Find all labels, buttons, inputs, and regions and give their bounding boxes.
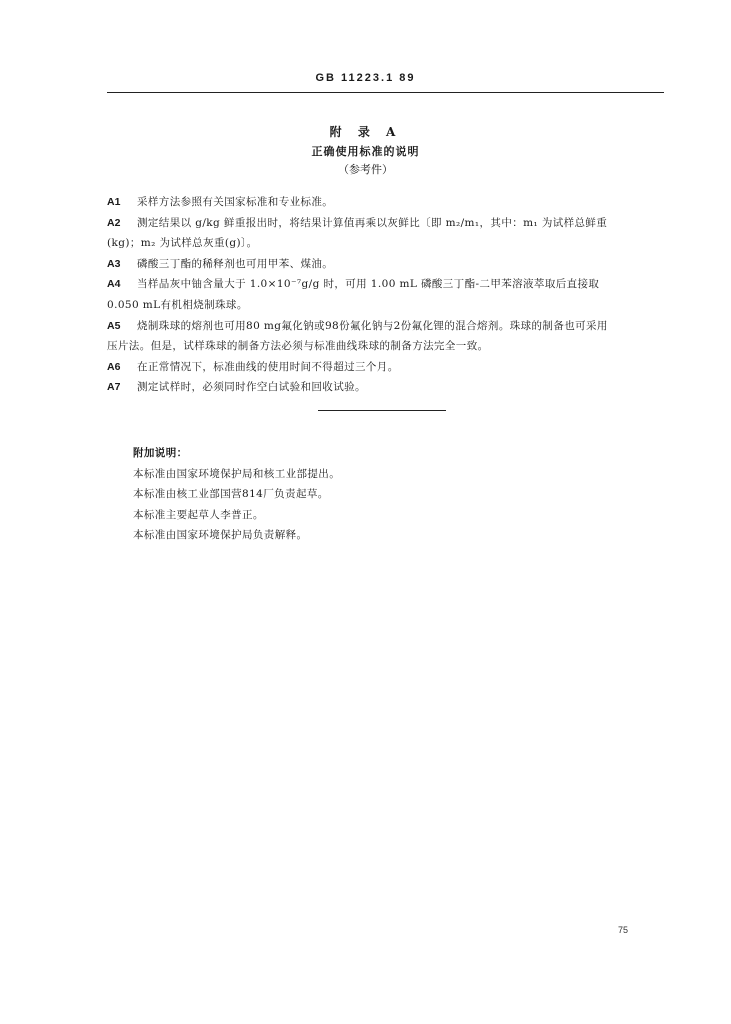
item-text: 测定试样时，必须同时作空白试验和回收试验。 bbox=[137, 381, 366, 394]
appendix-item-a5 bbox=[107, 316, 665, 357]
item-text: 测定结果以 g/kg 鲜重报出时，将结果计算值再乘以灰鲜比〔即 m₂/m₁，其中：m₁ 为试样总鲜重 bbox=[137, 216, 608, 229]
appendix-note: （参考件） bbox=[338, 163, 393, 176]
item-number: A5 bbox=[107, 319, 121, 332]
appendix-item-a2 bbox=[107, 213, 665, 254]
header-divider bbox=[107, 92, 664, 93]
additional-note-line: 本标准由核工业部国营814厂负责起草。 bbox=[133, 488, 329, 500]
item-text: 采样方法参照有关国家标准和专业标准。 bbox=[137, 196, 334, 208]
item-number: A6 bbox=[107, 360, 121, 373]
additional-note-line: 本标准由国家环境保护局负责解释。 bbox=[133, 529, 308, 541]
item-number: A2 bbox=[107, 216, 121, 229]
page-number: 75 bbox=[618, 925, 629, 935]
item-text-continuation: 压片法。但是，试样珠球的制备方法必须与标准曲线珠球的制备方法完全一致。 bbox=[107, 340, 489, 353]
additional-notes-heading: 附加说明： bbox=[133, 447, 188, 459]
additional-notes bbox=[133, 443, 633, 546]
item-text: 磷酸三丁酯的稀释剂也可用甲苯、煤油。 bbox=[137, 257, 334, 270]
item-text-continuation: (kg)；m₂ 为试样总灰重(g)〕。 bbox=[107, 237, 258, 250]
additional-note-line: 本标准主要起草人李普正。 bbox=[133, 508, 264, 521]
appendix-title: 附 录 A bbox=[329, 125, 402, 139]
item-number: A4 bbox=[107, 278, 121, 291]
appendix-item-a4 bbox=[107, 274, 665, 315]
appendix-item-a7 bbox=[107, 377, 665, 398]
appendix-items bbox=[107, 192, 665, 398]
standard-code-header: GB 11223.1 89 bbox=[315, 72, 416, 84]
section-end-divider bbox=[318, 410, 446, 411]
item-number: A7 bbox=[107, 381, 121, 394]
appendix-subtitle: 正确使用标准的说明 bbox=[311, 145, 420, 158]
additional-note-line: 本标准由国家环境保护局和核工业部提出。 bbox=[133, 467, 341, 480]
appendix-item-a6 bbox=[107, 357, 665, 378]
item-text: 烧制珠球的熔剂也可用80 mg氟化钠或98份氟化钠与2份氟化锂的混合熔剂。珠球的制备也可采用 bbox=[137, 319, 608, 332]
appendix-item-a1 bbox=[107, 192, 665, 213]
item-text: 当样品灰中铀含量大于 1.0×10⁻⁷g/g 时，可用 1.00 mL 磷酸三丁酯-二甲苯溶液萃取后直接取 bbox=[137, 278, 600, 291]
item-text-continuation: 0.050 mL有机相烧制珠球。 bbox=[107, 298, 248, 311]
appendix-item-a3 bbox=[107, 254, 665, 275]
item-number: A3 bbox=[107, 257, 121, 270]
item-number: A1 bbox=[107, 196, 121, 208]
item-text: 在正常情况下，标准曲线的使用时间不得超过三个月。 bbox=[137, 360, 399, 373]
